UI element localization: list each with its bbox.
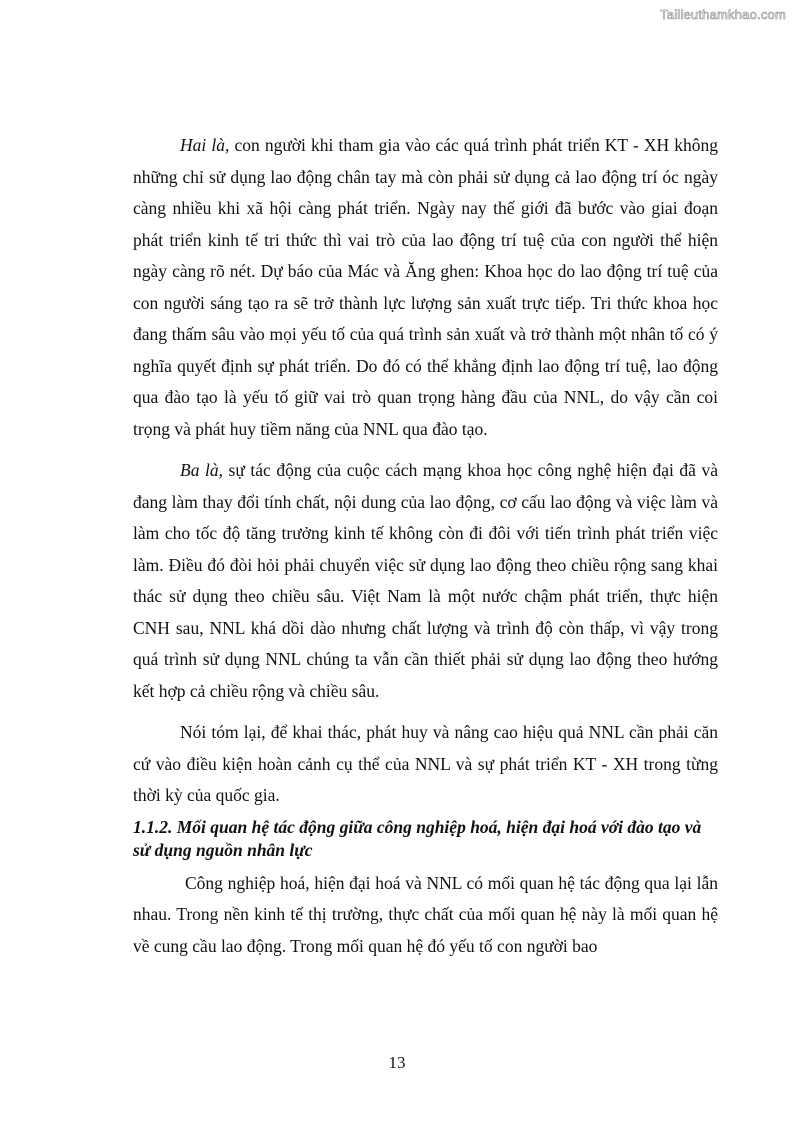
section-heading: 1.1.2. Mối quan hệ tác động giữa công nghiệp hoá, hiện đại hoá với đào tạo và sử dụng nguồn nhân lực xyxy=(133,816,702,860)
watermark-text: Tailieuthamkhao.com xyxy=(660,7,786,22)
paragraph-lead: Ba là, xyxy=(180,460,223,480)
paragraph-ba-la xyxy=(133,455,718,707)
document-body xyxy=(133,130,718,972)
page-number: 13 xyxy=(388,1053,406,1072)
paragraph-hai-la xyxy=(133,130,718,445)
paragraph-text: sự tác động của cuộc cách mạng khoa học công nghệ hiện đại đã và đang làm thay đổi tính chất, nội dung của lao động, cơ cấu lao động và việc làm và làm cho tốc độ tăng trưởng kinh tế không còn đi đôi với tiến trình phát triển việc làm. Điều đó đòi hỏi phải chuyển việc sử dụng lao động theo chiều rộng sang khai thác sử dụng theo chiều sâu. Việt Nam là một nước chậm phát triển, thực hiện CNH sau, NNL khá dồi dào nhưng chất lượng và trình độ còn thấp, vì vậy trong quá trình sử dụng NNL chúng ta vẫn cần thiết phải sử dụng lao động theo hướng kết hợp cả chiều rộng và chiều sâu. xyxy=(133,460,718,701)
paragraph-lead: Hai là xyxy=(180,135,225,155)
paragraph-text: Nói tóm lại, để khai thác, phát huy và nâng cao hiệu quả NNL cần phải căn cứ vào điều kiện hoàn cảnh cụ thể của NNL và sự phát triển KT - XH trong từng thời kỳ của quốc gia. xyxy=(133,722,718,805)
paragraph-summary xyxy=(133,717,718,812)
paragraph-text: , con người khi tham gia vào các quá trình phát triển KT - XH không những chỉ sử dụng lao động chân tay mà còn phải sử dụng cả lao động trí óc ngày càng nhiều khi xã hội càng phát triển. Ngày nay thế giới đã bước vào giai đoạn phát triển kinh tế tri thức thì vai trò của lao động trí tuệ của con người thể hiện ngày càng rõ nét. Dự báo của Mác và Ăng ghen: Khoa học do lao động trí tuệ của con người sáng tạo ra sẽ trở thành lực lượng sản xuất trực tiếp. Tri thức khoa học đang thấm sâu vào mọi yếu tố của quá trình sản xuất và trở thành một nhân tố có ý nghĩa quyết định sự phát triển. Do đó có thể khẳng định lao động trí tuệ, lao động qua đào tạo là yếu tố giữ vai trò quan trọng hàng đầu của NNL, do vậy cần coi trọng và phát huy tiềm năng của NNL qua đào tạo. xyxy=(133,135,718,439)
paragraph-final: Công nghiệp hoá, hiện đại hoá và NNL có mối quan hệ tác động qua lại lẫn nhau. Trong nền kinh tế thị trường, thực chất của mối quan hệ này là mối quan hệ về cung cầu lao động. Trong mối quan hệ đó yếu tố con người bao xyxy=(133,872,718,956)
